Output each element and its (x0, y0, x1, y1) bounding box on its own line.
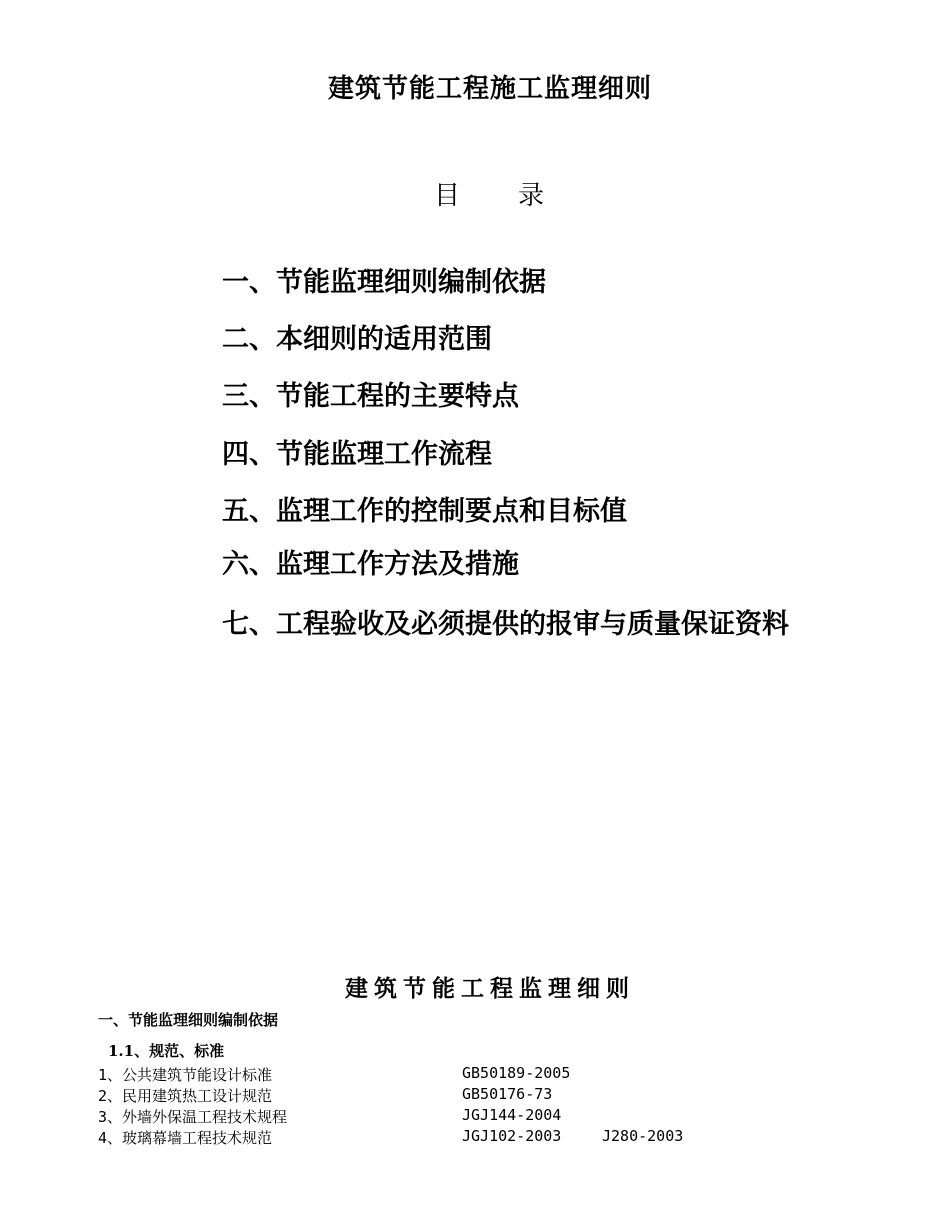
toc-item-6: 六、监理工作方法及措施 (222, 549, 519, 580)
document-title: 建筑节能工程施工监理细则 (327, 74, 652, 104)
standard-name: 3、外墙外保温工程技术规程 (98, 1108, 288, 1126)
toc-heading (434, 175, 544, 212)
toc-heading-char-2: 录 (518, 181, 545, 211)
toc-item-7: 七、工程验收及必须提供的报审与质量保证资料 (222, 609, 789, 640)
standard-code: JGJ102-2003 (462, 1127, 562, 1145)
standard-code: GB50189-2005 (462, 1064, 571, 1082)
standard-code-secondary: J280-2003 (602, 1127, 684, 1145)
toc-item-1: 一、节能监理细则编制依据 (222, 267, 546, 298)
toc-item-5: 五、监理工作的控制要点和目标值 (222, 496, 627, 527)
toc-item-2: 二、本细则的适用范围 (222, 324, 492, 355)
standard-name: 1、公共建筑节能设计标准 (98, 1066, 273, 1084)
toc-item-3: 三、节能工程的主要特点 (222, 381, 519, 412)
subsection-heading: 1.1、规范、标准 (108, 1042, 225, 1060)
section-heading: 一、节能监理细则编制依据 (98, 1011, 279, 1029)
standard-code: JGJ144-2004 (462, 1106, 562, 1124)
standard-name: 4、玻璃幕墙工程技术规范 (98, 1129, 273, 1147)
toc-heading-char-1: 目 (434, 181, 461, 211)
standard-code: GB50176-73 (462, 1085, 553, 1103)
section-title: 建筑节能工程监理细则 (345, 975, 635, 1002)
standard-name: 2、民用建筑热工设计规范 (98, 1087, 273, 1105)
toc-item-4: 四、节能监理工作流程 (222, 439, 492, 470)
